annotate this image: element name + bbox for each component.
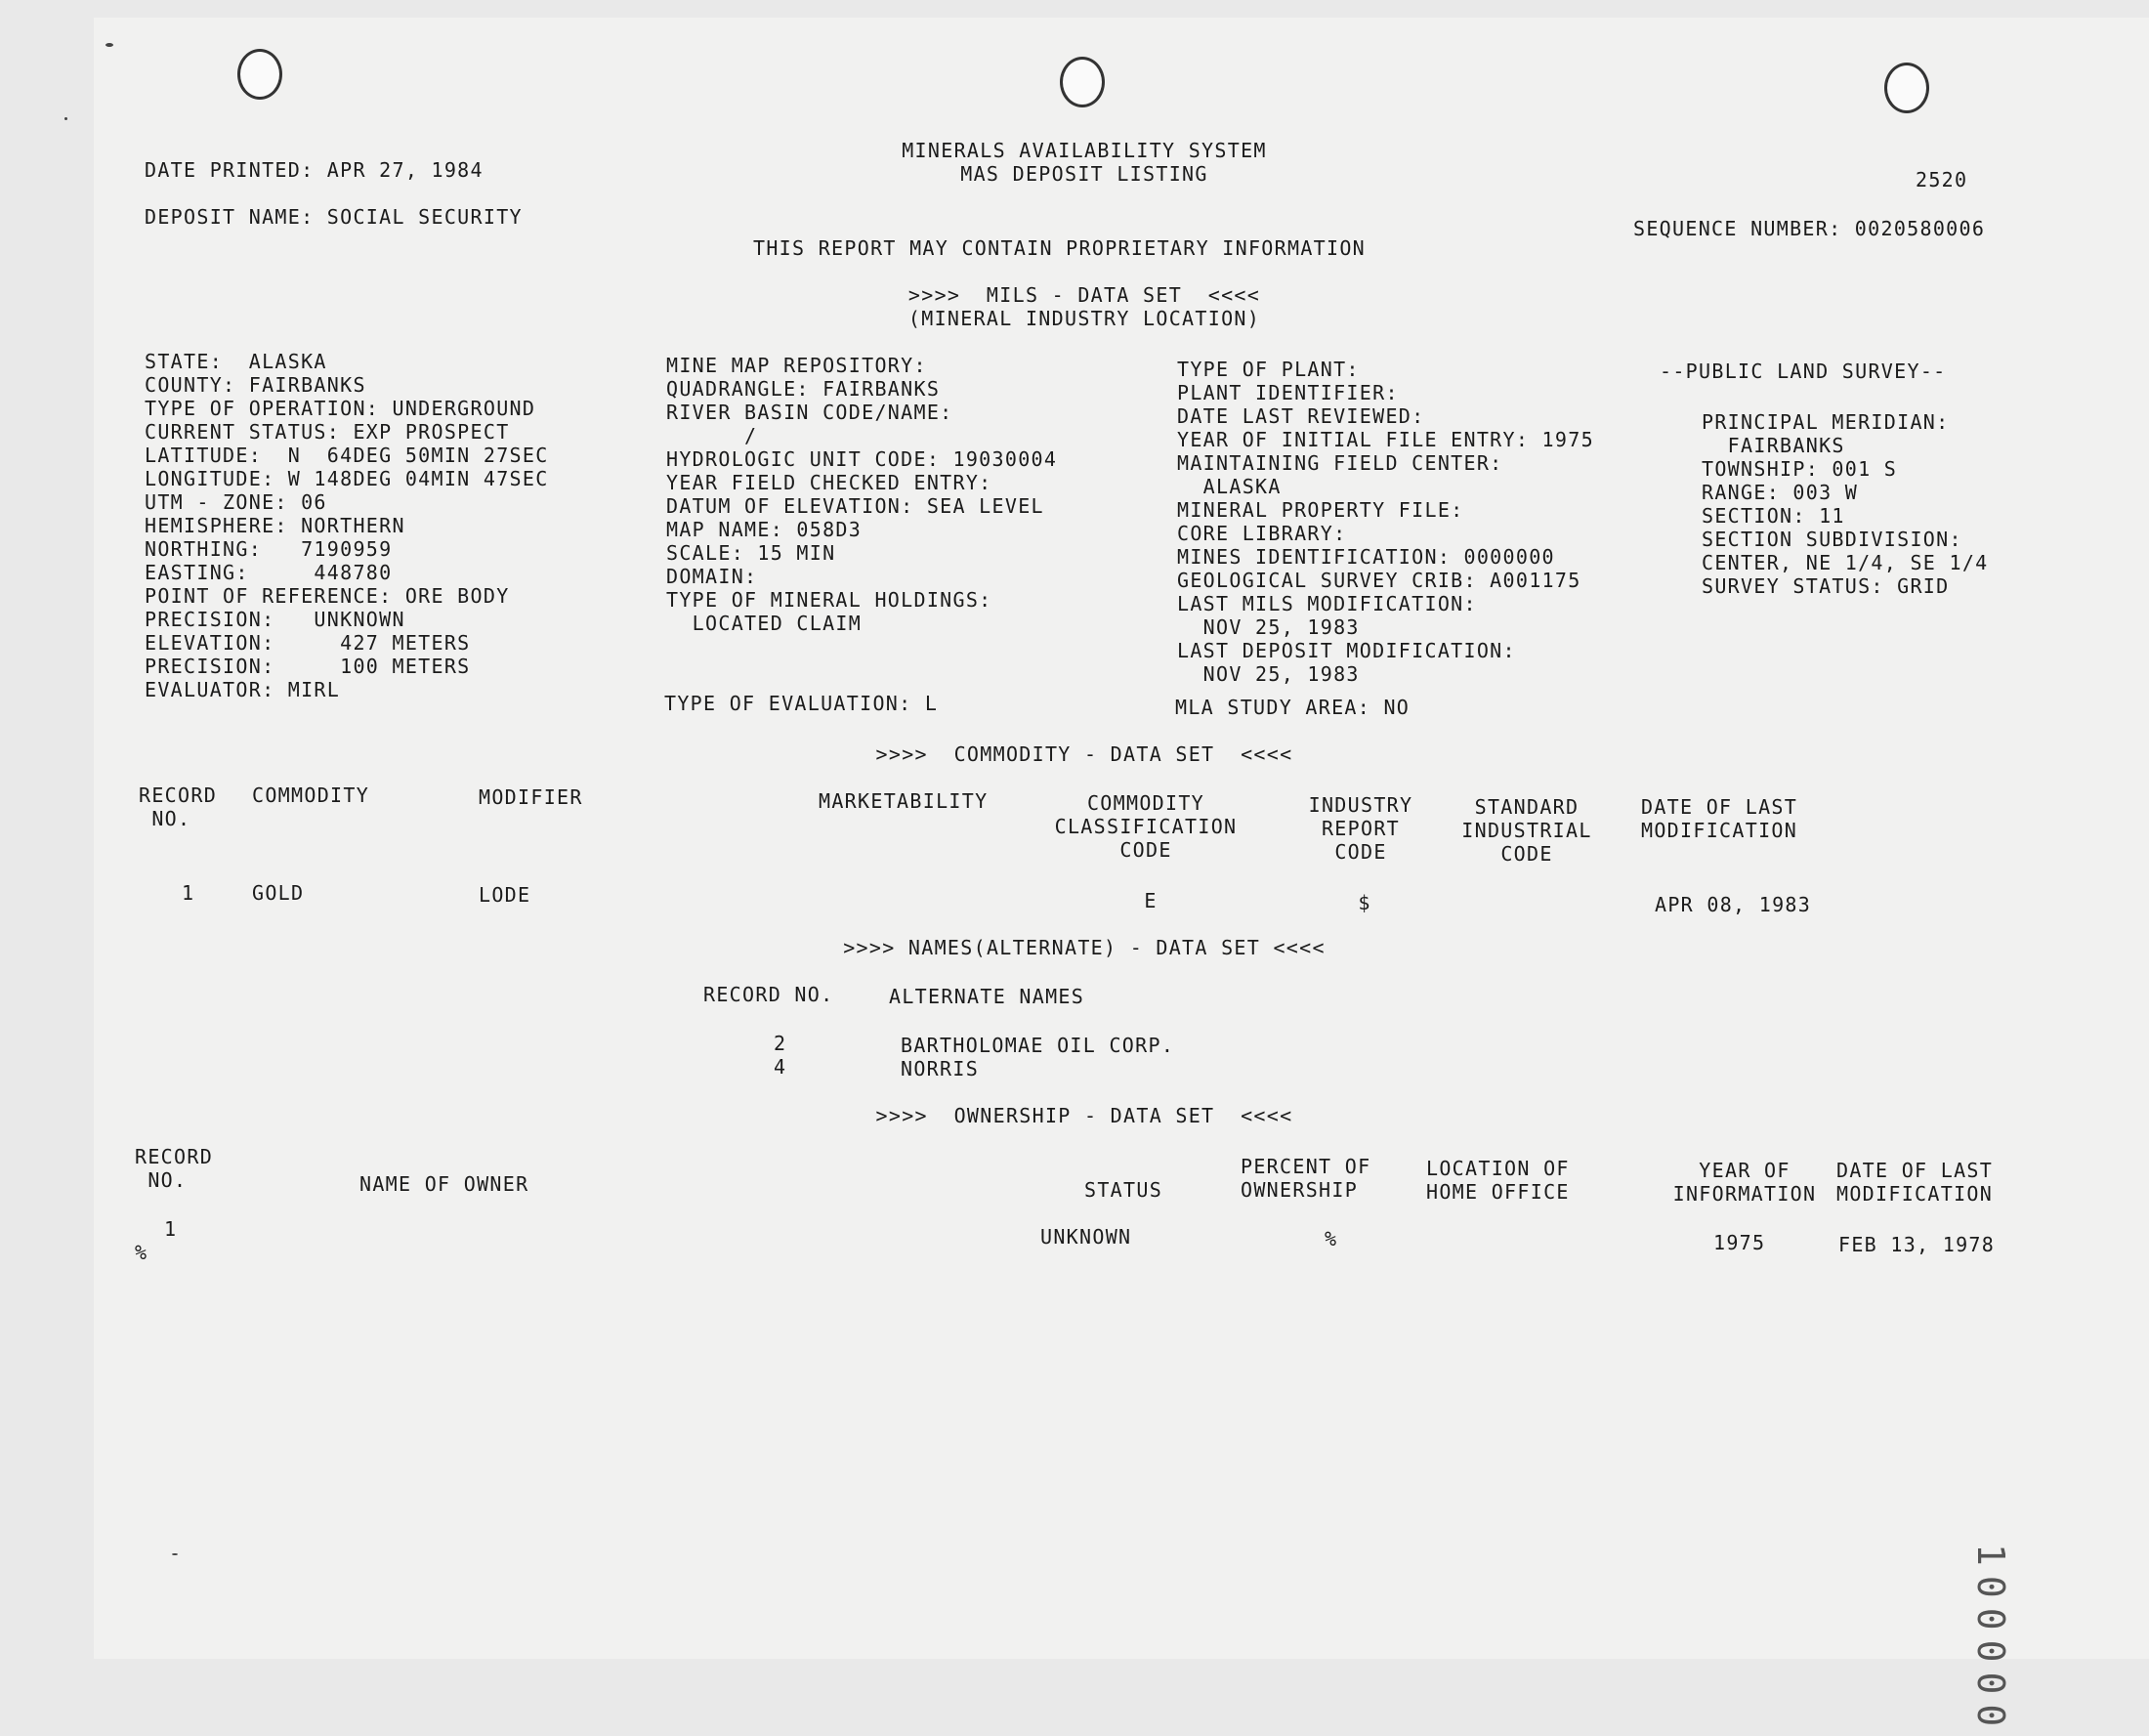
col-header-alt-names: ALTERNATE NAMES: [889, 985, 1085, 1008]
mils-field: STATE: ALASKA: [145, 350, 327, 373]
col-header-commodity: COMMODITY: [252, 783, 370, 807]
mils-field: LOCATED CLAIM: [666, 612, 863, 635]
cell-status: UNKNOWN: [1040, 1225, 1132, 1249]
col-header-marketability: MARKETABILITY: [819, 789, 989, 813]
col-header-record-no: RECORD NO.: [703, 983, 834, 1006]
deposit-name: DEPOSIT NAME: SOCIAL SECURITY: [145, 205, 523, 229]
mils-field: PRECISION: UNKNOWN: [145, 608, 405, 631]
mils-field: RIVER BASIN CODE/NAME:: [666, 401, 953, 424]
col-header-percent: PERCENT OF OWNERSHIP: [1241, 1155, 1371, 1202]
cell-record-no: 1: [164, 1217, 178, 1241]
mils-field: QUADRANGLE: FAIRBANKS: [666, 377, 941, 401]
mils-field: SCALE: 15 MIN: [666, 541, 836, 565]
col-header-last-mod: DATE OF LAST MODIFICATION: [1836, 1159, 1994, 1206]
mils-field: MLA STUDY AREA: NO: [1175, 696, 1411, 719]
survey-field: FAIRBANKS: [1702, 434, 1845, 457]
col-header-sic: STANDARD INDUSTRIAL CODE: [1461, 795, 1592, 866]
page-number: 2520: [1916, 168, 1968, 191]
punch-hole-left: [237, 49, 282, 100]
mils-field: DOMAIN:: [666, 565, 758, 588]
speck-mark: [64, 117, 67, 120]
cell-record-no: 4: [774, 1055, 787, 1079]
mils-heading: >>>> MILS - DATA SET <<<<: [907, 283, 1261, 307]
col-header-modifier: MODIFIER: [479, 785, 583, 809]
mils-field: MINES IDENTIFICATION: 0000000: [1177, 545, 1555, 569]
survey-field: CENTER, NE 1/4, SE 1/4: [1702, 551, 1989, 574]
mils-field: GEOLOGICAL SURVEY CRIB: A001175: [1177, 569, 1581, 592]
mils-field: MAP NAME: 058D3: [666, 518, 863, 541]
survey-field: SECTION SUBDIVISION:: [1702, 528, 1962, 551]
col-header-location: LOCATION OF HOME OFFICE: [1426, 1157, 1570, 1204]
mils-field: TYPE OF MINERAL HOLDINGS:: [666, 588, 992, 612]
mils-field: LAST DEPOSIT MODIFICATION:: [1177, 639, 1516, 662]
mils-field: HYDROLOGIC UNIT CODE: 19030004: [666, 447, 1058, 471]
mils-field: PRECISION: 100 METERS: [145, 655, 471, 678]
col-header-industry-report: INDUSTRY REPORT CODE: [1308, 793, 1413, 864]
cell-last-mod: FEB 13, 1978: [1838, 1233, 1996, 1256]
mils-field: UTM - ZONE: 06: [145, 490, 327, 514]
mils-field: ELEVATION: 427 METERS: [145, 631, 471, 655]
mils-field: CURRENT STATUS: EXP PROSPECT: [145, 420, 510, 444]
mils-field: LAST MILS MODIFICATION:: [1177, 592, 1477, 615]
mils-field: POINT OF REFERENCE: ORE BODY: [145, 584, 510, 608]
cell-year-info: 1975: [1713, 1231, 1766, 1254]
mils-field: DATUM OF ELEVATION: SEA LEVEL: [666, 494, 1044, 518]
punch-hole-right: [1884, 63, 1929, 113]
cell-alt-name: NORRIS: [901, 1057, 980, 1080]
land-survey-title: --PUBLIC LAND SURVEY--: [1660, 360, 1947, 383]
cell-commodity: GOLD: [252, 881, 305, 905]
mils-field: ALASKA: [1177, 475, 1282, 498]
col-header-year-info: YEAR OF INFORMATION: [1672, 1159, 1817, 1206]
margin-stamp: 100000: [1969, 1544, 2012, 1736]
cell-record-no: 2: [774, 1032, 787, 1055]
cell-modifier: LODE: [479, 883, 531, 907]
mils-field: MINE MAP REPOSITORY:: [666, 354, 927, 377]
mils-field: PLANT IDENTIFIER:: [1177, 381, 1399, 404]
mils-field: NOV 25, 1983: [1177, 615, 1360, 639]
speck-mark: [105, 43, 113, 47]
col-header-last-mod: DATE OF LAST MODIFICATION: [1641, 795, 1798, 842]
cell-industry-report: $: [1358, 891, 1371, 914]
cell-classification: E: [1144, 889, 1158, 912]
cell-marker: %: [135, 1241, 148, 1264]
mils-field: EVALUATOR: MIRL: [145, 678, 341, 701]
mils-subheading: (MINERAL INDUSTRY LOCATION): [907, 307, 1261, 330]
col-header-record-no: RECORD NO.: [135, 1145, 214, 1192]
commodity-heading: >>>> COMMODITY - DATA SET <<<<: [875, 742, 1293, 766]
listing-title: MAS DEPOSIT LISTING: [960, 162, 1208, 186]
speck-mark: [172, 1553, 178, 1555]
mils-field: YEAR OF INITIAL FILE ENTRY: 1975: [1177, 428, 1594, 451]
mils-field: NOV 25, 1983: [1177, 662, 1360, 686]
cell-percent: %: [1325, 1227, 1338, 1250]
mils-field: /: [666, 424, 758, 447]
ownership-heading: >>>> OWNERSHIP - DATA SET <<<<: [875, 1104, 1293, 1127]
cell-last-mod: APR 08, 1983: [1655, 893, 1812, 916]
col-header-owner: NAME OF OWNER: [359, 1172, 529, 1196]
mils-field: EASTING: 448780: [145, 561, 393, 584]
mils-field: TYPE OF OPERATION: UNDERGROUND: [145, 397, 536, 420]
mils-field: COUNTY: FAIRBANKS: [145, 373, 366, 397]
survey-field: SECTION: 11: [1702, 504, 1845, 528]
punch-hole-center: [1060, 57, 1105, 107]
type-of-evaluation: TYPE OF EVALUATION: L: [664, 692, 939, 715]
mils-field: LATITUDE: N 64DEG 50MIN 27SEC: [145, 444, 549, 467]
mils-field: HEMISPHERE: NORTHERN: [145, 514, 405, 537]
col-header-classification: COMMODITY CLASSIFICATION CODE: [1054, 791, 1238, 862]
system-title: MINERALS AVAILABILITY SYSTEM: [902, 139, 1267, 162]
sequence-number: SEQUENCE NUMBER: 0020580006: [1633, 217, 1986, 240]
mils-field: MAINTAINING FIELD CENTER:: [1177, 451, 1503, 475]
mils-field: NORTHING: 7190959: [145, 537, 393, 561]
names-heading: >>>> NAMES(ALTERNATE) - DATA SET <<<<: [843, 936, 1326, 959]
survey-field: SURVEY STATUS: GRID: [1702, 574, 1950, 598]
mils-field: DATE LAST REVIEWED:: [1177, 404, 1425, 428]
mils-field: YEAR FIELD CHECKED ENTRY:: [666, 471, 992, 494]
mils-field: LONGITUDE: W 148DEG 04MIN 47SEC: [145, 467, 549, 490]
col-header-record-no: RECORD NO.: [139, 783, 218, 830]
cell-record-no: 1: [182, 881, 195, 905]
mils-field: CORE LIBRARY:: [1177, 522, 1347, 545]
mils-field: TYPE OF PLANT:: [1177, 358, 1360, 381]
mils-field: MINERAL PROPERTY FILE:: [1177, 498, 1464, 522]
survey-field: RANGE: 003 W: [1702, 481, 1859, 504]
date-printed: DATE PRINTED: APR 27, 1984: [145, 158, 484, 182]
survey-field: PRINCIPAL MERIDIAN:: [1702, 410, 1950, 434]
col-header-status: STATUS: [1084, 1178, 1163, 1202]
survey-field: TOWNSHIP: 001 S: [1702, 457, 1898, 481]
cell-alt-name: BARTHOLOMAE OIL CORP.: [901, 1034, 1175, 1057]
proprietary-notice: THIS REPORT MAY CONTAIN PROPRIETARY INFORMATION: [753, 236, 1367, 260]
